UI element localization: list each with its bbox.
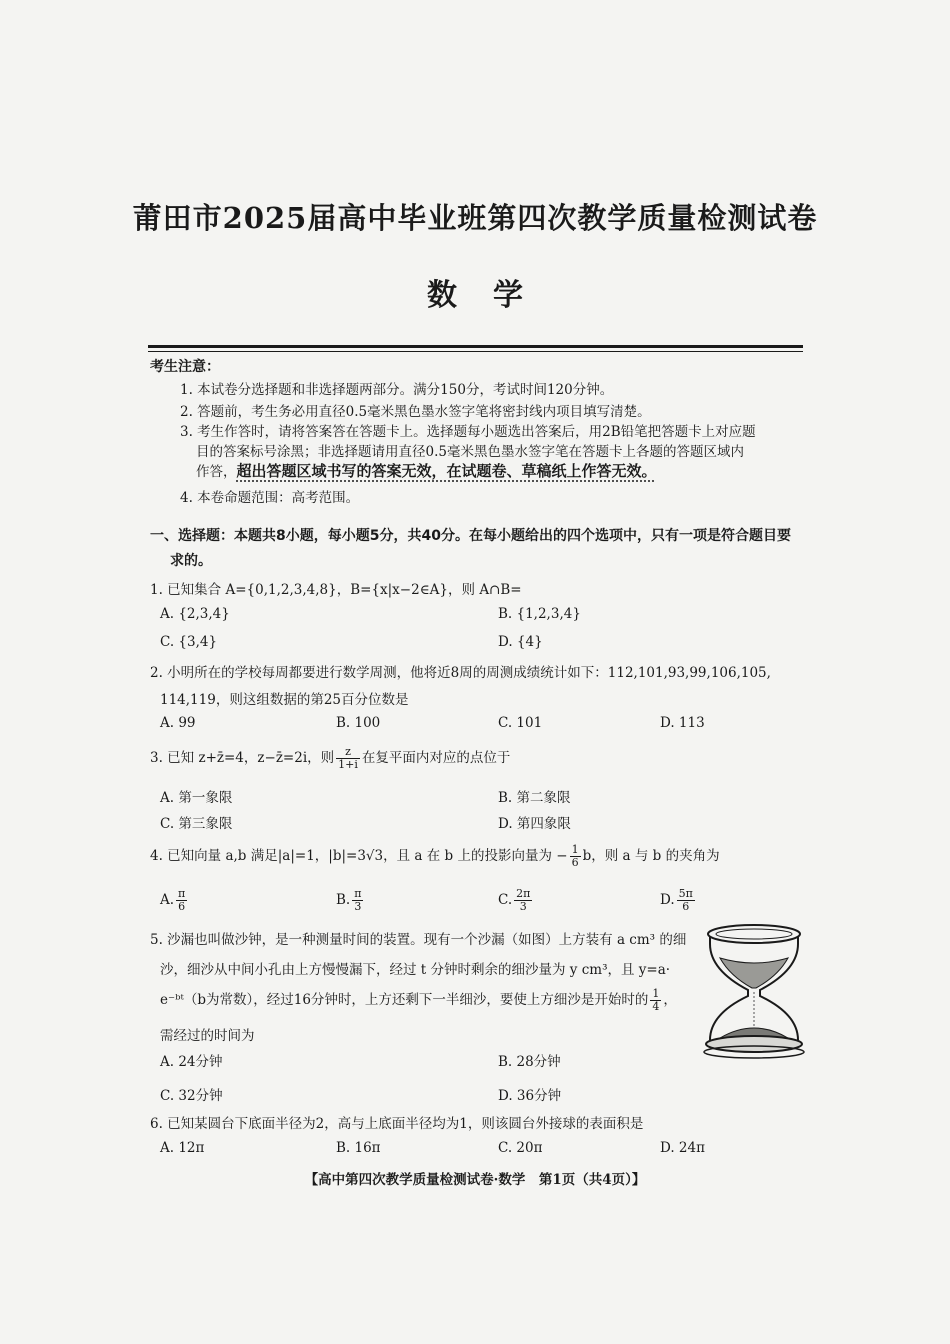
- question-2-stem-cont: 114,119，则这组数据的第25百分位数是: [160, 692, 409, 708]
- q4-d-num: 5π: [678, 887, 693, 900]
- q4-frac-num: 1: [571, 843, 579, 856]
- q4-stem-pre: 4. 已知向量 a,b 满足|a|=1，|b|=3√3，且 a 在 b 上的投影向量为 −: [150, 848, 568, 864]
- question-3-stem: [150, 746, 510, 771]
- question-5-stem-3: [160, 988, 677, 1013]
- q4-b-den: 3: [354, 900, 362, 913]
- q3-stem-pre: 3. 已知 z+z̄=4，z−z̄=2i，则: [150, 750, 335, 766]
- q2-option-b: B. 100: [336, 715, 381, 731]
- q3-option-b: B. 第二象限: [498, 790, 571, 806]
- q4-fraction: [570, 844, 581, 869]
- q3-frac-num: z: [336, 746, 360, 759]
- notice-item-3-cont: 目的答案标号涂黑；非选择题请用直径0.5毫米黑色墨水签字笔在答题卡上各题的答题区域内: [196, 444, 744, 460]
- q6-option-d: D. 24π: [660, 1140, 705, 1156]
- q4-a-label: A.: [160, 892, 175, 908]
- question-5-stem: 5. 沙漏也叫做沙钟，是一种测量时间的装置。现有一个沙漏（如图）上方装有 a cm³ 的细: [150, 932, 687, 948]
- q4-option-a: [160, 888, 189, 913]
- page-footer: 【高中第四次教学质量检测试卷·数学 第1页（共4页）】: [304, 1172, 646, 1188]
- q4-d-den: 6: [682, 900, 690, 913]
- q1-option-a: A. {2,3,4}: [160, 606, 230, 622]
- q4-frac-den: 6: [571, 856, 579, 869]
- question-5-stem-4: 需经过的时间为: [160, 1028, 255, 1044]
- q3-option-a: A. 第一象限: [160, 790, 233, 806]
- q3-fraction: [336, 746, 360, 771]
- hourglass-figure: [698, 922, 810, 1062]
- notice-item-2: 2. 答题前，考生务必用直径0.5毫米黑色墨水签字笔将密封线内项目填写清楚。: [180, 404, 651, 420]
- q3-option-d: D. 第四象限: [498, 816, 571, 832]
- q4-b-label: B.: [336, 892, 351, 908]
- q4-d-fraction: [677, 888, 695, 913]
- divider-thick: [148, 345, 803, 348]
- q4-c-num: 2π: [516, 887, 531, 900]
- q6-option-c: C. 20π: [498, 1140, 543, 1156]
- q2-option-a: A. 99: [160, 715, 196, 731]
- q2-option-d: D. 113: [660, 715, 705, 731]
- q4-a-fraction: [176, 888, 187, 913]
- notice-item-4: 4. 本卷命题范围：高考范围。: [180, 490, 360, 506]
- question-5-stem-2: 沙，细沙从中间小孔由上方慢慢漏下，经过 t 分钟时剩余的细沙量为 y cm³，且 y=a·: [160, 962, 671, 978]
- q4-c-den: 3: [519, 900, 527, 913]
- section-heading-cont: 求的。: [170, 553, 212, 569]
- q5-frac-den: 4: [652, 1000, 660, 1013]
- q4-a-num: π: [178, 887, 186, 900]
- q4-d-label: D.: [660, 892, 675, 908]
- q4-c-fraction: [514, 888, 532, 913]
- q1-option-c: C. {3,4}: [160, 634, 218, 650]
- q3-option-c: C. 第三象限: [160, 816, 233, 832]
- q4-option-b: [336, 888, 365, 913]
- question-1-stem: 1. 已知集合 A={0,1,2,3,4,8}，B={x|x−2∈A}，则 A∩B=: [150, 582, 522, 598]
- notice-emphasis: 超出答题区域书写的答案无效，在试题卷、草稿纸上作答无效。: [236, 462, 657, 480]
- q2-option-c: C. 101: [498, 715, 543, 731]
- q6-option-a: A. 12π: [160, 1140, 205, 1156]
- subject-title: 数学: [427, 278, 559, 313]
- q4-stem-post: b，则 a 与 b 的夹角为: [582, 848, 720, 864]
- question-2-stem: 2. 小明所在的学校每周都要进行数学周测，他将近8周的周测成绩统计如下：112,101,93,99,106,105,: [150, 665, 771, 681]
- q6-option-b: B. 16π: [336, 1140, 381, 1156]
- q5-stem3-pre: e⁻ᵇᵗ（b为常数），经过16分钟时，上方还剩下一半细沙，要使上方细沙是开始时的: [160, 992, 649, 1008]
- notice-item-3-end-pre: 作答，: [196, 464, 237, 480]
- q4-b-num: π: [354, 887, 362, 900]
- q5-option-c: C. 32分钟: [160, 1088, 223, 1104]
- q5-fraction: [650, 988, 661, 1013]
- q3-stem-post: 在复平面内对应的点位于: [361, 750, 511, 766]
- question-4-stem: [150, 844, 720, 869]
- q4-option-d: [660, 888, 697, 913]
- q1-option-d: D. {4}: [498, 634, 543, 650]
- notice-heading: 考生注意：: [150, 359, 220, 375]
- notice-item-3-end: [196, 460, 657, 481]
- q5-option-a: A. 24分钟: [160, 1054, 223, 1070]
- q5-stem3-post: ，: [663, 992, 677, 1008]
- q4-option-c: [498, 888, 534, 913]
- question-6-stem: 6. 已知某圆台下底面半径为2，高与上底面半径均为1，则该圆台外接球的表面积是: [150, 1116, 644, 1132]
- q5-frac-num: 1: [652, 987, 660, 1000]
- q3-frac-den: 1+i: [338, 758, 358, 771]
- notice-item-3: 3. 考生作答时，请将答案答在答题卡上。选择题每小题选出答案后，用2B铅笔把答题卡上对应题: [180, 424, 756, 440]
- q5-option-d: D. 36分钟: [498, 1088, 562, 1104]
- q1-option-b: B. {1,2,3,4}: [498, 606, 581, 622]
- q4-b-fraction: [352, 888, 363, 913]
- divider-thin: [148, 351, 803, 352]
- section-heading: 一、选择题：本题共8小题，每小题5分，共40分。在每小题给出的四个选项中，只有一项是符合题目要: [150, 528, 791, 544]
- exam-title: 莆田市2025届高中毕业班第四次教学质量检测试卷: [132, 201, 818, 235]
- notice-item-1: 1. 本试卷分选择题和非选择题两部分。满分150分，考试时间120分钟。: [180, 382, 614, 398]
- q5-option-b: B. 28分钟: [498, 1054, 561, 1070]
- q4-c-label: C.: [498, 892, 513, 908]
- q4-a-den: 6: [178, 900, 186, 913]
